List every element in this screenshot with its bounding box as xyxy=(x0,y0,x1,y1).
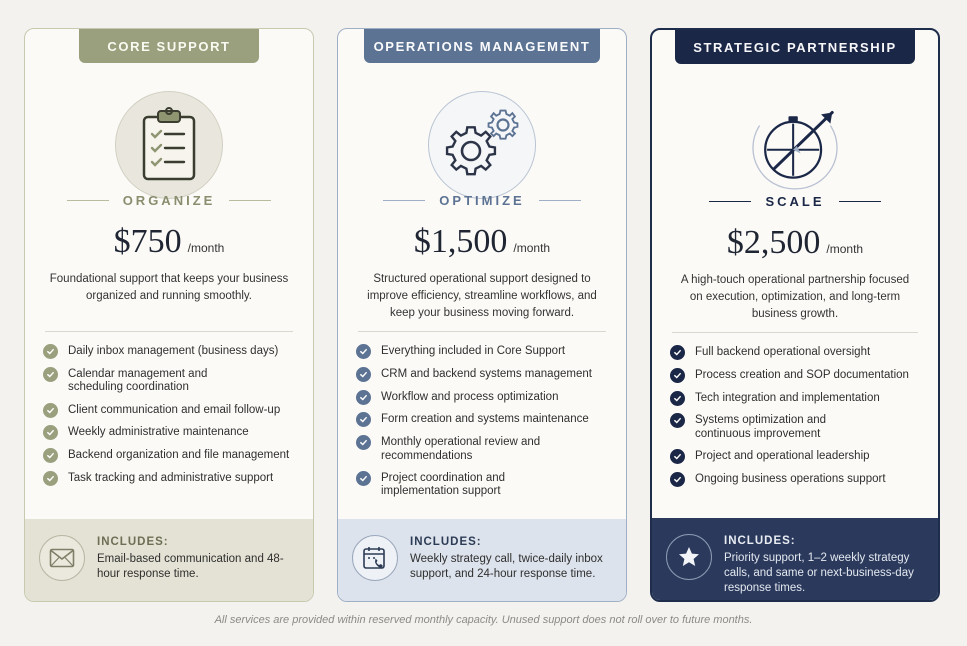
check-icon xyxy=(356,471,371,486)
feature-item xyxy=(670,392,928,406)
tier-rule-left xyxy=(383,200,425,201)
divider xyxy=(672,332,918,333)
feature-text: Form creation and systems maintenance xyxy=(381,413,589,426)
feature-item xyxy=(43,404,303,418)
feature-text: Everything included in Core Support xyxy=(381,345,566,357)
check-icon xyxy=(670,413,685,428)
includes-label: INCLUDES: xyxy=(724,535,796,547)
price-row xyxy=(652,224,938,262)
tier-word-label: OPTIMIZE xyxy=(439,193,525,208)
tier-rule-left xyxy=(67,200,109,201)
feature-item xyxy=(356,391,616,405)
check-icon xyxy=(43,344,58,359)
feature-text: Task tracking and administrative support xyxy=(68,471,274,484)
calendar-phone-icon xyxy=(352,535,398,581)
divider xyxy=(358,331,606,332)
check-icon xyxy=(356,344,371,359)
price: $750 xyxy=(113,223,182,260)
envelope-icon xyxy=(39,535,85,581)
feature-item xyxy=(43,449,303,463)
feature-text: Monthly operational review and recommendations xyxy=(381,436,541,462)
feature-list xyxy=(356,345,616,508)
feature-item xyxy=(356,345,616,359)
plan-tab: STRATEGIC PARTNERSHIP xyxy=(675,30,915,64)
feature-item xyxy=(356,472,616,499)
feature-text: Systems optimization and continuous improvement xyxy=(695,414,827,440)
check-icon xyxy=(43,448,58,463)
feature-text: Ongoing business operations support xyxy=(695,472,886,485)
feature-text: Daily inbox management (business days) xyxy=(68,345,279,357)
includes-text: Priority support, 1–2 weekly strategy calls, and same or next-business-day response times. xyxy=(724,552,914,594)
price-row xyxy=(338,223,626,261)
feature-text: Process creation and SOP documentation xyxy=(695,368,909,381)
plan-tab: CORE SUPPORT xyxy=(79,29,259,63)
tier-word xyxy=(25,193,313,208)
check-icon xyxy=(670,345,685,360)
includes-footer xyxy=(652,518,938,600)
price: $1,500 xyxy=(413,223,508,260)
disclaimer: All services are provided within reserved monthly capacity. Unused support does not roll over to future months. xyxy=(214,614,753,626)
check-icon xyxy=(356,412,371,427)
gears-icon xyxy=(428,91,536,199)
check-icon xyxy=(43,471,58,486)
feature-text: Full backend operational oversight xyxy=(695,346,871,358)
price-period: /month xyxy=(187,241,225,255)
check-icon xyxy=(43,403,58,418)
feature-item xyxy=(356,413,616,427)
plan-description: Foundational support that keeps your business organized and running smoothly. xyxy=(49,273,289,302)
tier-rule-right xyxy=(839,201,881,202)
feature-text: CRM and backend systems management xyxy=(381,367,592,380)
includes-footer xyxy=(338,519,626,601)
feature-text: Tech integration and implementation xyxy=(695,391,880,404)
check-icon xyxy=(356,435,371,450)
check-icon xyxy=(670,449,685,464)
tier-rule-right xyxy=(539,200,581,201)
feature-item xyxy=(670,369,928,383)
plan-card-strategic-partnership xyxy=(650,28,940,602)
feature-item xyxy=(43,345,303,359)
tier-rule-right xyxy=(229,200,271,201)
feature-text: Project coordination and implementation support xyxy=(381,471,506,498)
includes-text: Weekly strategy call, twice-daily inbox support, and 24-hour response time. xyxy=(410,553,603,580)
includes-label: INCLUDES: xyxy=(97,536,169,548)
feature-text: Project and operational leadership xyxy=(695,450,870,463)
check-icon xyxy=(356,390,371,405)
feature-item xyxy=(356,368,616,382)
feature-text: Workflow and process optimization xyxy=(381,390,559,403)
compass-arrow-icon xyxy=(741,92,849,200)
price: $2,500 xyxy=(726,224,821,261)
price-period: /month xyxy=(513,241,551,255)
feature-list xyxy=(670,346,928,496)
plan-tab: OPERATIONS MANAGEMENT xyxy=(364,29,600,63)
feature-item xyxy=(670,414,928,441)
check-icon xyxy=(43,367,58,382)
tier-rule-left xyxy=(709,201,751,202)
plan-description: Structured operational support designed to improve efficiency, streamline workflows, and keep your business moving forward. xyxy=(367,273,597,319)
tier-word xyxy=(338,193,626,208)
feature-item xyxy=(356,436,616,463)
check-icon xyxy=(670,472,685,487)
clipboard-checklist-icon xyxy=(115,91,223,199)
star-icon xyxy=(666,534,712,580)
feature-text: Calendar management and scheduling coordination xyxy=(68,367,208,394)
includes-text: Email-based communication and 48-hour response time. xyxy=(97,553,284,580)
feature-item xyxy=(43,368,303,395)
check-icon xyxy=(670,368,685,383)
plan-card-operations-management xyxy=(337,28,627,602)
feature-item xyxy=(43,426,303,440)
includes-footer xyxy=(25,519,313,601)
check-icon xyxy=(356,367,371,382)
plan-card-core-support xyxy=(24,28,314,602)
feature-text: Client communication and email follow-up xyxy=(68,403,281,416)
includes-label: INCLUDES: xyxy=(410,536,482,548)
price-period: /month xyxy=(826,242,864,256)
feature-item xyxy=(43,472,303,486)
check-icon xyxy=(43,425,58,440)
feature-text: Backend organization and file management xyxy=(68,449,290,462)
divider xyxy=(45,331,293,332)
feature-list xyxy=(43,345,303,495)
tier-word-label: SCALE xyxy=(765,194,825,209)
feature-item xyxy=(670,346,928,360)
tier-word-label: ORGANIZE xyxy=(122,193,216,208)
feature-item xyxy=(670,473,928,487)
feature-text: Weekly administrative maintenance xyxy=(68,426,249,439)
tier-word xyxy=(652,194,938,209)
check-icon xyxy=(670,391,685,406)
price-row xyxy=(25,223,313,261)
plan-description: A high-touch operational partnership focused on execution, optimization, and long-term business growth. xyxy=(680,274,910,320)
feature-item xyxy=(670,450,928,464)
